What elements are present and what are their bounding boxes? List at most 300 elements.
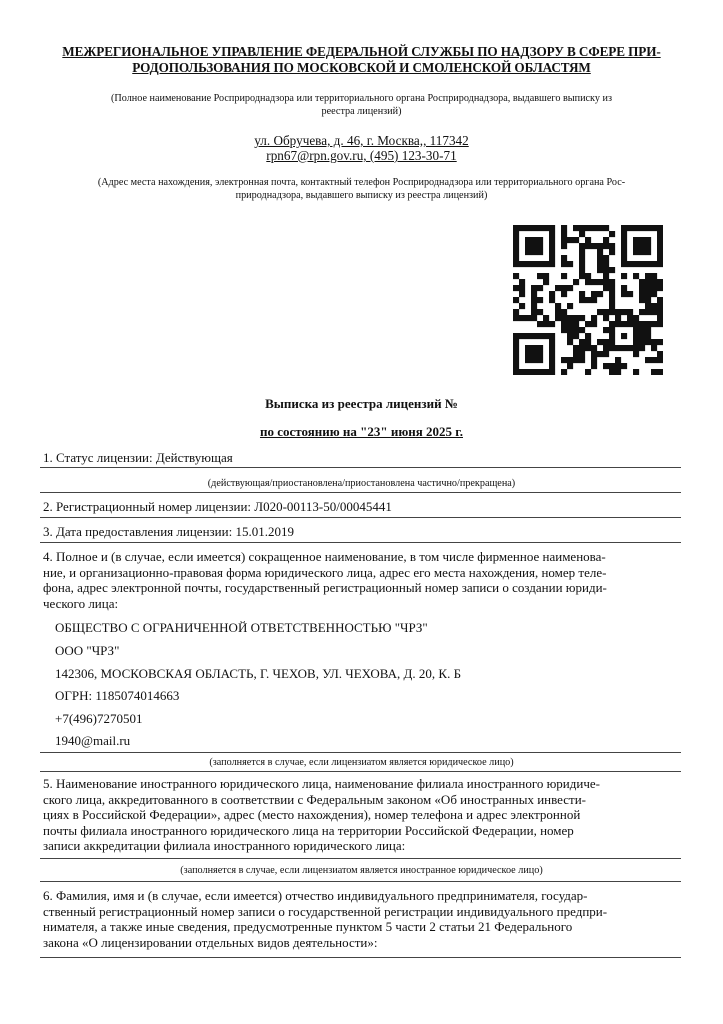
qr-module (519, 261, 525, 267)
qr-module (609, 303, 615, 309)
qr-module (561, 237, 567, 243)
section-5-line: записи аккредитации филиала иностранного юридического лица: (43, 838, 406, 853)
qr-module (645, 303, 651, 309)
qr-module (513, 333, 519, 339)
qr-module (537, 243, 543, 249)
qr-module (591, 321, 597, 327)
qr-module (621, 285, 627, 291)
qr-module (525, 333, 531, 339)
section-5-line: ского лица, аккредитованного в соответствии с Федеральным законом «Об иностранных инвести- (43, 791, 587, 807)
qr-module (525, 345, 531, 351)
divider (40, 957, 681, 958)
section-3-date: 3. Дата предоставления лицензии: 15.01.2019 (43, 524, 294, 539)
qr-module (615, 309, 621, 315)
section-4-line: фона, адрес электронной почты, государственный регистрационный номер записи о создании юриди- (43, 580, 607, 595)
qr-module (657, 315, 663, 321)
qr-module (597, 279, 603, 285)
qr-module (579, 261, 585, 267)
section-4-note: (заполняется в случае, если лицензиатом является юридическое лицо) (209, 757, 514, 768)
qr-module (645, 321, 651, 327)
qr-module (603, 351, 609, 357)
licensee-address: 142306, МОСКОВСКАЯ ОБЛАСТЬ, Г. ЧЕХОВ, УЛ. ЧЕХОВА, Д. 20, К. Б (55, 666, 462, 681)
qr-module (639, 243, 645, 249)
authority-title-line2: РОДОПОЛЬЗОВАНИЯ ПО МОСКОВСКОЙ И СМОЛЕНСКОЙ ОБЛАСТЯМ (132, 60, 591, 75)
qr-module (543, 261, 549, 267)
qr-module (639, 279, 645, 285)
qr-module (537, 237, 543, 243)
qr-module (597, 225, 603, 231)
qr-module (597, 339, 603, 345)
qr-module (537, 285, 543, 291)
qr-module (651, 345, 657, 351)
qr-module (579, 357, 585, 363)
qr-module (621, 309, 627, 315)
qr-module (609, 297, 615, 303)
qr-module (651, 225, 657, 231)
qr-module (561, 231, 567, 237)
qr-module (513, 261, 519, 267)
qr-module (513, 363, 519, 369)
licensee-phone: +7(496)7270501 (55, 711, 143, 726)
qr-module (579, 273, 585, 279)
qr-module (651, 285, 657, 291)
qr-module (591, 357, 597, 363)
qr-module (549, 369, 555, 375)
qr-module (561, 315, 567, 321)
qr-module (657, 261, 663, 267)
qr-module (609, 285, 615, 291)
qr-module (561, 309, 567, 315)
qr-module (531, 285, 537, 291)
divider (40, 492, 681, 493)
qr-module (537, 369, 543, 375)
qr-module (603, 339, 609, 345)
qr-module (627, 261, 633, 267)
qr-module (645, 297, 651, 303)
qr-module (657, 339, 663, 345)
qr-module (639, 321, 645, 327)
qr-module (645, 261, 651, 267)
qr-module (657, 369, 663, 375)
qr-module (609, 309, 615, 315)
qr-module (549, 333, 555, 339)
qr-module (609, 345, 615, 351)
divider (40, 467, 681, 468)
qr-module (657, 237, 663, 243)
qr-module (573, 345, 579, 351)
qr-module (585, 321, 591, 327)
qr-module (531, 315, 537, 321)
qr-module (519, 333, 525, 339)
qr-module (651, 309, 657, 315)
qr-module (627, 345, 633, 351)
qr-module (603, 267, 609, 273)
qr-module (609, 339, 615, 345)
qr-module (585, 339, 591, 345)
qr-module (621, 291, 627, 297)
section-6-line: 6. Фамилия, имя и (в случае, если имеется) отчество индивидуального предпринимателя, государ- (43, 888, 588, 903)
qr-module (639, 297, 645, 303)
qr-module (531, 351, 537, 357)
qr-module (549, 237, 555, 243)
qr-module (597, 243, 603, 249)
section-6-line: нимателя, а также иные сведения, предусмотренные пунктом 5 части 2 статьи 21 Федерального (43, 919, 573, 934)
qr-module (561, 243, 567, 249)
extract-date: по состоянию на "23" июня 2025 г. (259, 424, 463, 439)
qr-module (543, 333, 549, 339)
qr-module (585, 333, 591, 339)
qr-module (591, 291, 597, 297)
qr-module (621, 243, 627, 249)
qr-module (621, 261, 627, 267)
qr-module (615, 357, 621, 363)
section-1-status: 1. Статус лицензии: Действующая (43, 450, 233, 465)
qr-module (591, 345, 597, 351)
extract-title: Выписка из реестра лицензий № (265, 396, 458, 411)
authority-title-line1: МЕЖРЕГИОНАЛЬНОЕ УПРАВЛЕНИЕ ФЕДЕРАЛЬНОЙ СЛУЖБЫ ПО НАДЗОРУ В СФЕРЕ ПРИ- (62, 44, 661, 59)
qr-module (597, 291, 603, 297)
qr-module (633, 321, 639, 327)
qr-module (549, 345, 555, 351)
licensee-full-name: ОБЩЕСТВО С ОГРАНИЧЕННОЙ ОТВЕТСТВЕННОСТЬЮ "ЧРЗ" (55, 620, 428, 635)
qr-module (609, 231, 615, 237)
qr-module (639, 249, 645, 255)
qr-module (633, 327, 639, 333)
qr-module (543, 315, 549, 321)
qr-module (639, 225, 645, 231)
qr-module (603, 309, 609, 315)
qr-module (651, 279, 657, 285)
qr-module (537, 225, 543, 231)
qr-module (567, 357, 573, 363)
qr-module (567, 237, 573, 243)
qr-module (627, 291, 633, 297)
qr-module (525, 351, 531, 357)
section-6-line: ственный регистрационный номер записи о государственной регистрации индивидуального предпри- (43, 903, 608, 919)
qr-module (537, 333, 543, 339)
qr-module (513, 231, 519, 237)
qr-module (561, 369, 567, 375)
qr-module (651, 303, 657, 309)
qr-module (513, 243, 519, 249)
divider (40, 858, 681, 859)
qr-module (579, 231, 585, 237)
qr-module (513, 315, 519, 321)
qr-module (549, 363, 555, 369)
section-4-text (43, 549, 680, 611)
qr-module (525, 225, 531, 231)
qr-module (657, 285, 663, 291)
qr-module (573, 315, 579, 321)
qr-module (621, 363, 627, 369)
qr-module (531, 243, 537, 249)
qr-module (615, 315, 621, 321)
qr-module (531, 237, 537, 243)
qr-code-icon (513, 225, 663, 375)
qr-module (651, 357, 657, 363)
qr-module (537, 249, 543, 255)
qr-module (645, 357, 651, 363)
qr-module (555, 303, 561, 309)
qr-module (627, 225, 633, 231)
qr-module (579, 339, 585, 345)
qr-module (561, 255, 567, 261)
qr-module (549, 231, 555, 237)
qr-module (573, 357, 579, 363)
qr-module (615, 321, 621, 327)
qr-module (651, 291, 657, 297)
address-line1: ул. Обручева, д. 46, г. Москва,, 117342 (254, 133, 469, 148)
qr-module (603, 285, 609, 291)
qr-module (531, 291, 537, 297)
section-4-line: 4. Полное и (в случае, если имеется) сокращенное наименование, в том числе фирменное наименова- (43, 549, 606, 564)
qr-module (531, 261, 537, 267)
qr-module (597, 267, 603, 273)
qr-module (579, 315, 585, 321)
qr-module (657, 357, 663, 363)
divider (40, 771, 681, 772)
qr-module (651, 273, 657, 279)
qr-module (645, 285, 651, 291)
qr-module (657, 297, 663, 303)
qr-module (519, 291, 525, 297)
qr-module (639, 261, 645, 267)
qr-module (513, 249, 519, 255)
qr-module (657, 231, 663, 237)
qr-module (651, 369, 657, 375)
qr-module (561, 261, 567, 267)
qr-module (573, 225, 579, 231)
qr-module (633, 225, 639, 231)
qr-module (531, 297, 537, 303)
section-5-line: почты филиала иностранного юридического лица на территории Российской Федерации, номер (43, 822, 574, 838)
qr-module (549, 339, 555, 345)
qr-module (519, 369, 525, 375)
qr-module (615, 363, 621, 369)
qr-module (603, 261, 609, 267)
qr-module (561, 225, 567, 231)
qr-module (603, 255, 609, 261)
qr-module (555, 309, 561, 315)
qr-module (597, 261, 603, 267)
authority-note (40, 92, 683, 118)
qr-module (585, 297, 591, 303)
qr-module (639, 333, 645, 339)
qr-module (579, 249, 585, 255)
qr-module (525, 249, 531, 255)
qr-module (621, 231, 627, 237)
section-1-note: (действующая/приостановлена/приостановлена частично/прекращена) (207, 478, 516, 489)
qr-module (561, 357, 567, 363)
qr-module (657, 303, 663, 309)
qr-module (633, 333, 639, 339)
qr-module (525, 237, 531, 243)
qr-module (621, 237, 627, 243)
qr-module (633, 249, 639, 255)
qr-module (639, 327, 645, 333)
qr-module (645, 291, 651, 297)
qr-module (621, 225, 627, 231)
qr-module (561, 273, 567, 279)
qr-module (633, 261, 639, 267)
section-2-reg-number: 2. Регистрационный номер лицензии: Л020-00113-50/00045441 (43, 499, 392, 514)
qr-module (513, 351, 519, 357)
qr-module (567, 315, 573, 321)
qr-module (531, 369, 537, 375)
qr-module (651, 321, 657, 327)
qr-module (603, 237, 609, 243)
qr-module (549, 255, 555, 261)
qr-module (537, 261, 543, 267)
address-note (30, 176, 693, 202)
qr-module (567, 261, 573, 267)
qr-module (651, 261, 657, 267)
qr-module (591, 297, 597, 303)
qr-module (639, 345, 645, 351)
qr-module (639, 339, 645, 345)
qr-module (543, 273, 549, 279)
section-5-note: (заполняется в случае, если лицензиатом является иностранное юридическое лицо) (180, 865, 543, 876)
qr-module (609, 243, 615, 249)
section-4-line: ческого лица: (43, 595, 119, 611)
qr-module (513, 339, 519, 345)
qr-module (549, 225, 555, 231)
qr-module (591, 225, 597, 231)
section-6-line: закона «О лицензировании отдельных видов деятельности»: (43, 934, 378, 950)
qr-module (549, 291, 555, 297)
qr-module (645, 333, 651, 339)
qr-module (549, 351, 555, 357)
qr-module (621, 249, 627, 255)
qr-module (621, 333, 627, 339)
qr-module (513, 357, 519, 363)
qr-module (567, 321, 573, 327)
qr-module (657, 225, 663, 231)
qr-module (537, 309, 543, 315)
authority-note-line2: реестра лицензий) (321, 106, 402, 117)
qr-module (603, 279, 609, 285)
qr-module (597, 351, 603, 357)
licensee-ogrn: ОГРН: 1185074014663 (55, 688, 180, 703)
qr-module (633, 237, 639, 243)
qr-module (645, 279, 651, 285)
divider (40, 517, 681, 518)
qr-module (567, 333, 573, 339)
qr-module (639, 285, 645, 291)
authority-title (40, 44, 683, 76)
qr-module (513, 255, 519, 261)
qr-module (513, 297, 519, 303)
qr-module (549, 321, 555, 327)
qr-module (579, 291, 585, 297)
qr-module (603, 273, 609, 279)
qr-module (579, 351, 585, 357)
qr-module (567, 363, 573, 369)
qr-module (579, 267, 585, 273)
qr-module (585, 225, 591, 231)
qr-module (525, 243, 531, 249)
qr-module (585, 273, 591, 279)
qr-module (639, 309, 645, 315)
qr-module (657, 321, 663, 327)
qr-module (525, 261, 531, 267)
qr-module (549, 297, 555, 303)
qr-module (609, 279, 615, 285)
qr-module (657, 279, 663, 285)
qr-module (573, 279, 579, 285)
qr-module (621, 255, 627, 261)
qr-module (603, 243, 609, 249)
qr-module (621, 273, 627, 279)
qr-module (639, 291, 645, 297)
qr-module (579, 327, 585, 333)
qr-module (609, 333, 615, 339)
qr-module (645, 309, 651, 315)
qr-module (537, 357, 543, 363)
qr-module (621, 345, 627, 351)
qr-module (603, 327, 609, 333)
qr-module (633, 273, 639, 279)
qr-module (543, 225, 549, 231)
qr-module (603, 363, 609, 369)
qr-module (591, 363, 597, 369)
qr-module (615, 345, 621, 351)
qr-module (579, 345, 585, 351)
qr-module (513, 309, 519, 315)
section-5-line: 5. Наименование иностранного юридического лица, наименование филиала иностранного юридиче- (43, 776, 600, 791)
qr-module (633, 369, 639, 375)
qr-module (579, 255, 585, 261)
qr-module (633, 339, 639, 345)
qr-module (645, 339, 651, 345)
authority-note-line1: (Полное наименование Росприроднадзора или территориального органа Росприроднадзора, выдавшего выписку из (111, 93, 612, 104)
qr-module (519, 303, 525, 309)
qr-module (585, 369, 591, 375)
qr-module (627, 315, 633, 321)
licensee-short-name: ООО "ЧРЗ" (55, 643, 120, 658)
address-note-line1: (Адрес места нахождения, электронная почта, контактный телефон Росприроднадзора или территориального органа Рос- (97, 177, 626, 188)
qr-module (639, 237, 645, 243)
qr-module (519, 285, 525, 291)
divider (40, 542, 681, 543)
qr-module (567, 285, 573, 291)
qr-module (537, 273, 543, 279)
qr-module (657, 243, 663, 249)
qr-module (585, 237, 591, 243)
qr-module (519, 279, 525, 285)
qr-module (531, 309, 537, 315)
qr-module (543, 369, 549, 375)
qr-module (627, 321, 633, 327)
qr-module (633, 345, 639, 351)
qr-module (549, 357, 555, 363)
qr-module (567, 339, 573, 345)
divider (40, 881, 681, 882)
qr-module (657, 351, 663, 357)
contacts-line: rpn67@rpn.gov.ru, (495) 123-30-71 (266, 148, 457, 163)
qr-module (609, 369, 615, 375)
qr-module (645, 249, 651, 255)
qr-module (579, 225, 585, 231)
qr-module (585, 279, 591, 285)
qr-module (561, 327, 567, 333)
qr-module (645, 327, 651, 333)
qr-module (597, 249, 603, 255)
qr-module (537, 321, 543, 327)
qr-module (561, 321, 567, 327)
qr-module (591, 279, 597, 285)
qr-module (591, 243, 597, 249)
